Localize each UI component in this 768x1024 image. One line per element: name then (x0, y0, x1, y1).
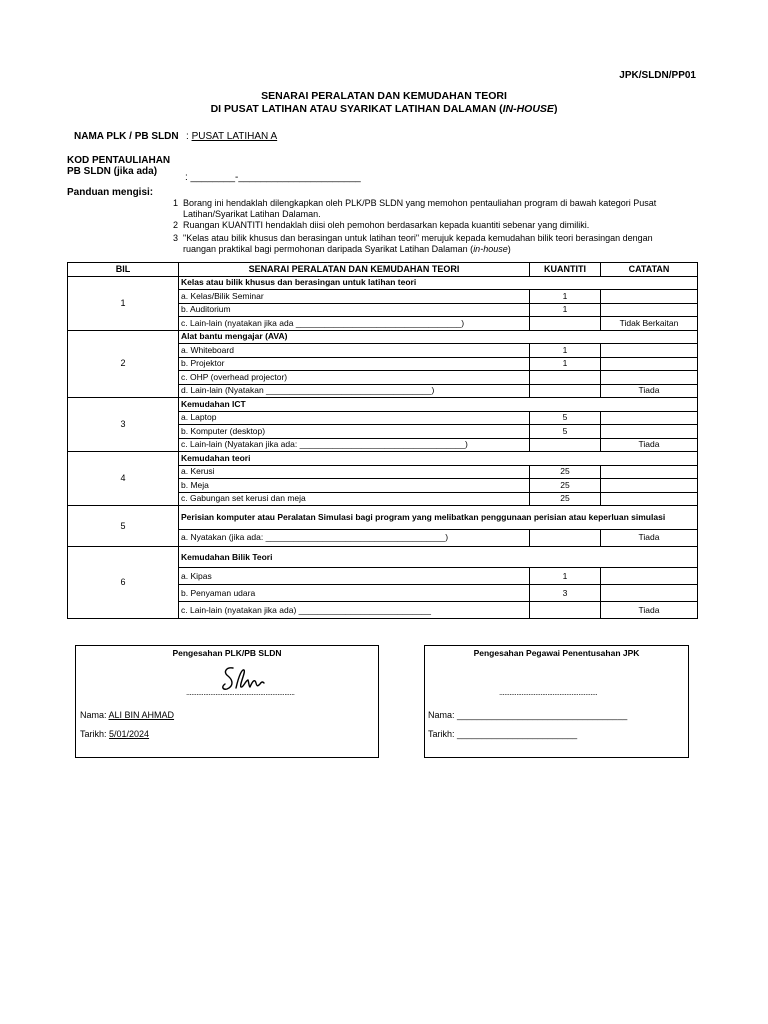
nama-blank[interactable]: __________________________________ (457, 710, 628, 720)
item-name: c. OHP (overhead projector) (179, 371, 530, 385)
group-heading: Alat bantu mengajar (AVA) (179, 330, 698, 344)
item-note[interactable]: Tiada (601, 438, 698, 452)
item-note[interactable] (601, 357, 698, 371)
signatory-name: ALI BIN AHMAD (108, 710, 175, 720)
item-note[interactable]: Tiada (601, 529, 698, 546)
group-heading: Kemudahan Bilik Teori (179, 547, 698, 568)
item-name: b. Meja (179, 479, 530, 493)
kod-label-line2: PB SLDN (jika ada) (67, 166, 158, 177)
item-name: c. Lain-lain (Nyatakan jika ada: ___________________________________) (179, 438, 530, 452)
header-bil: BIL (68, 263, 179, 277)
item-note[interactable] (601, 479, 698, 493)
item-note[interactable]: Tiada (601, 602, 698, 619)
item-note[interactable] (601, 411, 698, 425)
item-name: a. Kelas/Bilik Seminar (179, 290, 530, 304)
item-name: a. Nyatakan (jika ada: ______________________________________) (179, 529, 530, 546)
item-qty[interactable]: 1 (530, 568, 601, 585)
table-row (68, 276, 698, 290)
table-row (68, 398, 698, 412)
item-qty[interactable] (530, 317, 601, 331)
header-kuantiti: KUANTITI (530, 263, 601, 277)
item-name: b. Penyaman udara (179, 585, 530, 602)
item-qty[interactable] (530, 602, 601, 619)
header-catatan: CATATAN (601, 263, 698, 277)
item-name: d. Lain-lain (Nyatakan ___________________________________) (179, 384, 530, 398)
item-name: b. Auditorium (179, 303, 530, 317)
item-name: a. Kerusi (179, 465, 530, 479)
item-name: b. Projektor (179, 357, 530, 371)
item-name: c. Lain-lain (nyatakan jika ada ___________________________________) (179, 317, 530, 331)
item-qty[interactable] (530, 371, 601, 385)
kod-label-line1: KOD PENTAULIAHAN (67, 155, 171, 166)
nama-label: NAMA PLK / PB SLDN (74, 131, 179, 142)
item-note[interactable] (601, 568, 698, 585)
item-note[interactable] (601, 344, 698, 358)
item-note[interactable] (601, 492, 698, 506)
item-note[interactable] (601, 585, 698, 602)
item-qty[interactable] (530, 384, 601, 398)
verification-title: Pengesahan Pegawai Penentusahan JPK (473, 648, 640, 658)
table-header-row (68, 263, 698, 277)
kod-value: : ________-______________________ (185, 172, 361, 183)
header-item: SENARAI PERALATAN DAN KEMUDAHAN TEORI (179, 263, 530, 277)
table-row (68, 452, 698, 466)
table-row (68, 547, 698, 568)
item-qty[interactable] (530, 438, 601, 452)
group-heading: Perisian komputer atau Peralatan Simulasi bagi program yang melibatkan penggunaan perisian atau keperluan simulasi (179, 506, 698, 530)
bil-cell: 4 (68, 452, 179, 506)
item-qty[interactable]: 1 (530, 303, 601, 317)
item-qty[interactable]: 5 (530, 425, 601, 439)
item-note[interactable] (601, 290, 698, 304)
group-heading: Kemudahan teori (179, 452, 698, 466)
item-name: a. Whiteboard (179, 344, 530, 358)
item-qty[interactable]: 1 (530, 290, 601, 304)
tarikh-blank[interactable]: ________________________ (457, 729, 578, 739)
verification-box-plk (75, 645, 379, 758)
form-subtitle: DI PUSAT LATIHAN ATAU SYARIKAT LATIHAN DALAMAN (IN-HOUSE) (210, 103, 558, 115)
table-row (68, 506, 698, 530)
verification-title: Pengesahan PLK/PB SLDN (172, 648, 282, 658)
group-heading: Kelas atau bilik khusus dan berasingan untuk latihan teori (179, 276, 698, 290)
item-name: b. Komputer (desktop) (179, 425, 530, 439)
signature-line: ............................................................... (186, 688, 295, 697)
bil-cell: 3 (68, 398, 179, 452)
table-row (68, 330, 698, 344)
item-note[interactable] (601, 303, 698, 317)
item-name: c. Lain-lain (nyatakan jika ada) ____________________________ (179, 602, 530, 619)
document-code: JPK/SLDN/PP01 (619, 70, 696, 81)
item-qty[interactable]: 25 (530, 465, 601, 479)
verification-box-jpk (424, 645, 689, 758)
item-qty[interactable]: 25 (530, 479, 601, 493)
item-note[interactable] (601, 465, 698, 479)
group-heading: Kemudahan ICT (179, 398, 698, 412)
nama-line: Nama: __________________________________ (428, 710, 628, 720)
item-note[interactable] (601, 371, 698, 385)
form-title: SENARAI PERALATAN DAN KEMUDAHAN TEORI (261, 90, 507, 102)
item-note[interactable]: Tiada (601, 384, 698, 398)
item-qty[interactable] (530, 529, 601, 546)
item-note[interactable]: Tidak Berkaitan (601, 317, 698, 331)
bil-cell: 6 (68, 547, 179, 619)
item-name: a. Laptop (179, 411, 530, 425)
signature-line[interactable]: ......................................................... (499, 688, 598, 697)
bil-cell: 1 (68, 276, 179, 330)
signing-date: 5/01/2024 (109, 729, 150, 739)
bil-cell: 2 (68, 330, 179, 398)
guide-label: Panduan mengisi: (67, 187, 154, 198)
item-qty[interactable]: 1 (530, 344, 601, 358)
item-qty[interactable]: 3 (530, 585, 601, 602)
item-qty[interactable]: 1 (530, 357, 601, 371)
bil-cell: 5 (68, 506, 179, 547)
item-name: a. Kipas (179, 568, 530, 585)
item-note[interactable] (601, 425, 698, 439)
nama-line: Nama: ALI BIN AHMAD (80, 710, 175, 720)
tarikh-line: Tarikh: 5/01/2024 (80, 729, 150, 739)
nama-value: : PUSAT LATIHAN A (186, 131, 278, 142)
equipment-table (67, 262, 698, 619)
item-qty[interactable]: 5 (530, 411, 601, 425)
item-name: c. Gabungan set kerusi dan meja (179, 492, 530, 506)
item-qty[interactable]: 25 (530, 492, 601, 506)
tarikh-line: Tarikh: ________________________ (428, 729, 578, 739)
guide-list: 1 Borang ini hendaklah dilengkapkan oleh PLK/PB SLDN yang memohon pentauliahan program di bawah kategori Pusat Latihan/Syarikat Latihan Dalaman. 2 Ruangan KUANTITI hendaklah diisi oleh pemohon berdasarkan kepada kuantiti sebenar yang dimiliki. 3 "Kelas atau bilik khusus dan berasingan untuk latihan teori" merujuk kepada kemudahan bilik teori berasingan dengan ruangan praktikal bagi permohonan daripada Syarikat Latihan Dalaman (in-house) (173, 198, 657, 254)
